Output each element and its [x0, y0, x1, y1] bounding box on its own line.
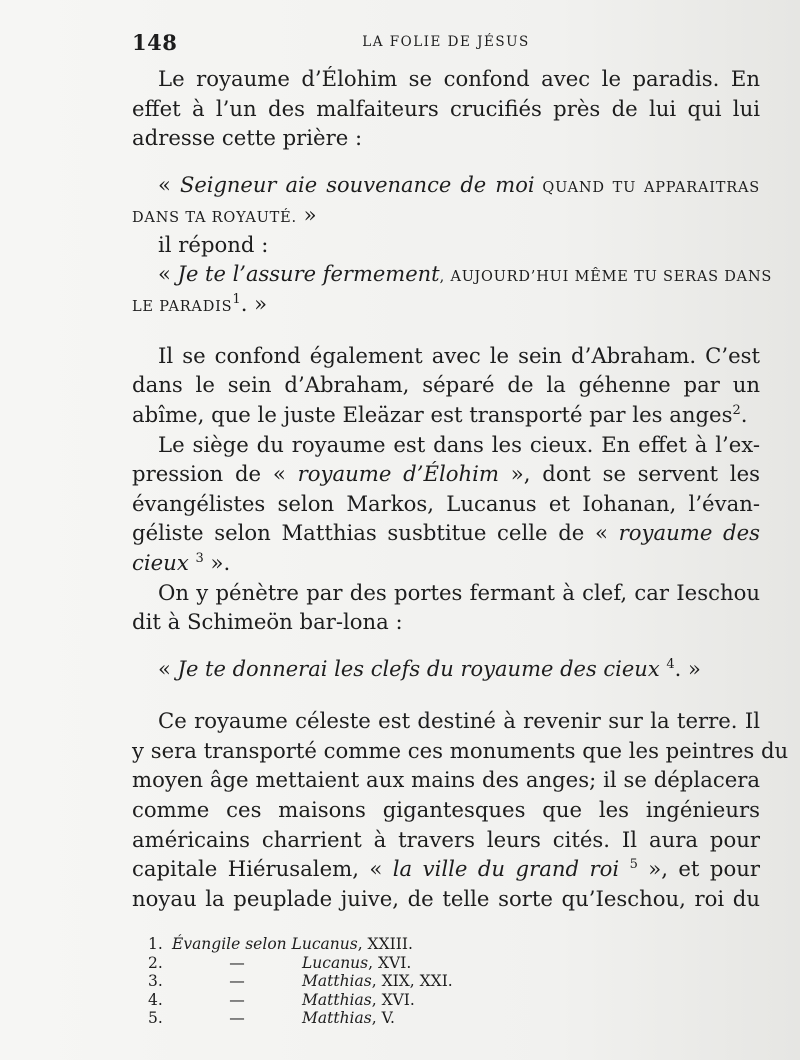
- footnote-ref: 5: [629, 857, 638, 873]
- footnotes: [148, 935, 568, 1028]
- text-line: capitale Hiérusalem, « la ville du grand roi $^5$ », et pour: [132, 856, 760, 882]
- text-line: évangélistes selon Markos, Lucanus et Iohanan, l’évan-: [132, 490, 760, 516]
- footnote: 4. — Matthias , XVI.: [148, 990, 415, 1009]
- text-line: il répond :: [158, 231, 269, 257]
- text-line: géliste selon Matthias susbtitue celle de « royaume des: [132, 520, 760, 546]
- text-line: dit à Schimeön bar-lona :: [132, 609, 403, 635]
- text-line: Ce royaume céleste est destiné à revenir sur la terre. Il: [158, 708, 760, 734]
- quote-line: LE PARADIS$^1$. »: [132, 291, 268, 317]
- footnote: 5. — Matthias , V.: [148, 1009, 395, 1027]
- text-line: comme ces maisons gigantesques que les ingénieurs: [132, 797, 760, 823]
- text-line: noyau la peuplade juive, de telle sorte qu’Ieschou, roi du: [132, 885, 760, 911]
- text-line: Le royaume d’Élohim se confond avec le paradis. En: [158, 66, 760, 91]
- footnote: 3. — Matthias , XIX, XXI.: [148, 972, 453, 990]
- text-line: cieux $^3$ ».: [132, 549, 231, 575]
- footnote-ref: 1: [232, 292, 241, 308]
- text-line: dans le sein d’Abraham, séparé de la géhenne par un: [132, 372, 760, 398]
- quote-line: DANS TA ROYAUTÉ. »: [132, 202, 317, 228]
- footnote-ref: 2: [732, 402, 741, 418]
- text-line: adresse cette prière :: [132, 125, 363, 151]
- footnote-ref: 4: [666, 656, 675, 672]
- text-line: y sera transporté comme ces monuments que les peintres du: [132, 737, 789, 763]
- page-number: 148: [132, 30, 178, 55]
- quote-line: « Je te l’assure fermement, AUJOURD’HUI MÊME TU SERAS DANS: [158, 261, 773, 286]
- text-line: On y pénètre par des portes fermant à clef, car Ieschou: [158, 579, 760, 605]
- body-text: [132, 64, 789, 913]
- text-line: moyen âge mettaient aux mains des anges; il se déplacera: [132, 767, 760, 793]
- footnote-ref: 3: [195, 550, 204, 566]
- text-line: Le siège du royaume est dans les cieux. En effet à l’ex-: [158, 431, 760, 457]
- footnote: 1. Évangile selon Lucanus , XXIII.: [148, 935, 413, 953]
- text-line: Il se confond également avec le sein d’Abraham. C’est: [158, 342, 760, 368]
- quote-line: « Seigneur aie souvenance de moi QUAND TU APPARAITRAS: [158, 172, 761, 197]
- text-line: pression de « royaume d’Élohim », dont se servent les: [132, 461, 760, 487]
- text-line: effet à l’un des malfaiteurs crucifiés près de lui qui lui: [132, 95, 760, 121]
- text-line: américains charrient à travers leurs cités. Il aura pour: [132, 826, 760, 852]
- running-title: LA FOLIE DE JÉSUS: [362, 34, 530, 50]
- text-line: abîme, que le juste Eleäzar est transporté par les anges$^2$.: [132, 401, 748, 427]
- page-header: [132, 30, 760, 56]
- quote-line: « Je te donnerai les clefs du royaume des cieux $^4$. »: [158, 656, 701, 681]
- footnote: 2. — Lucanus , XVI.: [148, 953, 412, 972]
